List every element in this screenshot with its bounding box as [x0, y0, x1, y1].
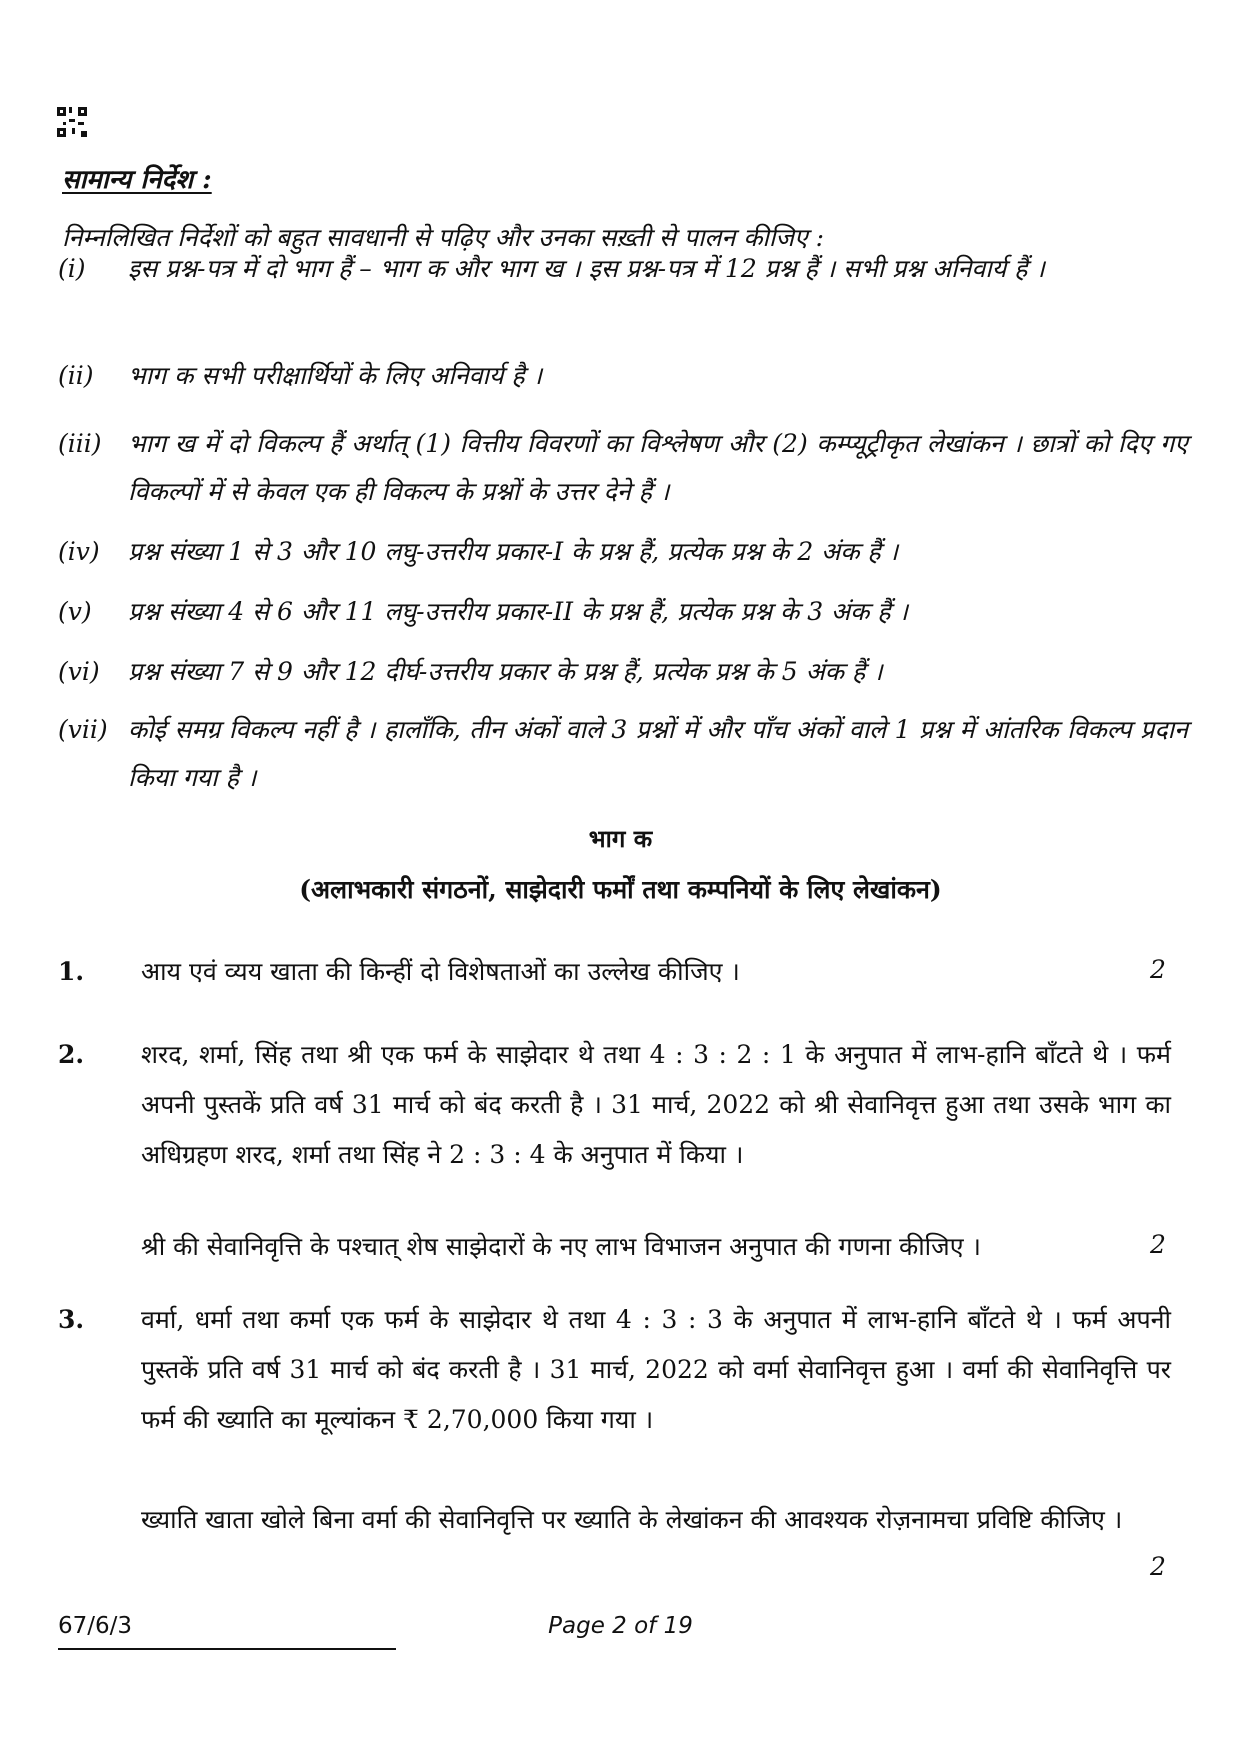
instruction-text: भाग ख में दो विकल्प हैं अर्थात् (1) वित्तीय विवरणों का विश्लेषण और (2) कम्प्यूट्रीकृत लेखांकन । छात्रों को दिए गए विकल्पों में से केवल एक ही विकल्प के प्रश्नों के उत्तर देने हैं । — [128, 429, 1188, 506]
instruction-number: (i) — [58, 254, 86, 283]
instruction-number: (v) — [58, 597, 92, 626]
instruction-number: (iv) — [58, 537, 100, 566]
instruction-text: प्रश्न संख्या 1 से 3 और 10 लघु-उत्तरीय प्रकार-I के प्रश्न हैं, प्रत्येक प्रश्न के 2 अंक हैं । — [128, 537, 899, 566]
question-marks: 2 — [1150, 955, 1166, 984]
question-3-instruction — [58, 1495, 1188, 1545]
instruction-number: (ii) — [58, 361, 94, 390]
general-instructions-intro: निम्नलिखित निर्देशों को बहुत सावधानी से पढ़िए और उनका सख़्ती से पालन कीजिए : — [62, 223, 825, 252]
instruction-number: (vi) — [58, 657, 100, 686]
question-text: वर्मा, धर्मा तथा कर्मा एक फर्म के साझेदार थे तथा 4 : 3 : 3 के अनुपात में लाभ-हानि बाँटते थे । फर्म अपनी पुस्तकें प्रति वर्ष 31 मार्च को बंद करती है । 31 मार्च, 2022 को वर्मा सेवानिवृत्त हुआ । वर्मा की सेवानिवृत्ति पर फर्म की ख्याति का मूल्यांकन ₹ 2,70,000 किया गया । — [141, 1305, 1171, 1434]
question-text-continued: ख्याति खाता खोले बिना वर्मा की सेवानिवृत्ति पर ख्याति के लेखांकन की आवश्यक रोज़नामचा प्रविष्टि कीजिए । — [141, 1505, 1123, 1534]
question-2 — [58, 1030, 1188, 1180]
question-marks: 2 — [1150, 1230, 1166, 1259]
instruction-number: (iii) — [58, 429, 102, 458]
question-3 — [58, 1295, 1188, 1445]
qr-code-icon — [57, 107, 87, 137]
instruction-text: भाग क सभी परीक्षार्थियों के लिए अनिवार्य है । — [128, 361, 543, 390]
section-subtitle: (अलाभकारी संगठनों, साझेदारी फर्मों तथा कम्पनियों के लिए लेखांकन) — [299, 875, 942, 904]
instruction-item — [58, 588, 1188, 636]
instruction-text: प्रश्न संख्या 4 से 6 और 11 लघु-उत्तरीय प्रकार-II के प्रश्न हैं, प्रत्येक प्रश्न के 3 अंक हैं । — [128, 597, 908, 626]
instruction-text: कोई समग्र विकल्प नहीं है । हालाँकि, तीन अंकों वाले 3 प्रश्नों में और पाँच अंकों वाले 1 प्रश्न में आंतरिक विकल्प प्रदान किया गया है । — [128, 715, 1188, 792]
question-text: शरद, शर्मा, सिंह तथा श्री एक फर्म के साझेदार थे तथा 4 : 3 : 2 : 1 के अनुपात में लाभ-हानि बाँटते थे । फर्म अपनी पुस्तकें प्रति वर्ष 31 मार्च को बंद करती है । 31 मार्च, 2022 को श्री सेवानिवृत्त हुआ तथा उसके भाग का अधिग्रहण शरद, शर्मा तथा सिंह ने 2 : 3 : 4 के अनुपात में किया । — [141, 1040, 1171, 1169]
paper-code: 67/6/3 — [58, 1613, 133, 1639]
instruction-item — [58, 352, 1188, 400]
section-title: भाग क — [588, 824, 653, 853]
instruction-number: (vii) — [58, 715, 108, 744]
question-text-continued: श्री की सेवानिवृत्ति के पश्चात् शेष साझेदारों के नए लाभ विभाजन अनुपात की गणना कीजिए । — [141, 1232, 981, 1261]
general-instructions-heading: सामान्य निर्देश : — [62, 165, 212, 195]
question-1 — [58, 947, 1188, 997]
instruction-text: प्रश्न संख्या 7 से 9 और 12 दीर्घ-उत्तरीय प्रकार के प्रश्न हैं, प्रत्येक प्रश्न के 5 अंक हैं । — [128, 657, 883, 686]
question-text: आय एवं व्यय खाता की किन्हीं दो विशेषताओं का उल्लेख कीजिए । — [141, 957, 740, 986]
instruction-item — [58, 528, 1188, 576]
question-number: 2. — [58, 1040, 85, 1069]
instruction-item — [58, 706, 1188, 802]
question-2-instruction — [58, 1222, 1188, 1272]
instruction-item — [58, 648, 1188, 696]
instruction-item — [58, 420, 1188, 516]
footer-divider — [58, 1648, 396, 1650]
instruction-text: इस प्रश्न-पत्र में दो भाग हैं – भाग क और भाग ख । इस प्रश्न-पत्र में 12 प्रश्न हैं । सभी प्रश्न अनिवार्य हैं । — [128, 254, 1045, 283]
question-marks: 2 — [1150, 1552, 1166, 1581]
question-number: 3. — [58, 1305, 85, 1334]
question-number: 1. — [58, 957, 85, 986]
page-number: Page 2 of 19 — [548, 1613, 693, 1639]
instruction-item — [58, 245, 1188, 293]
